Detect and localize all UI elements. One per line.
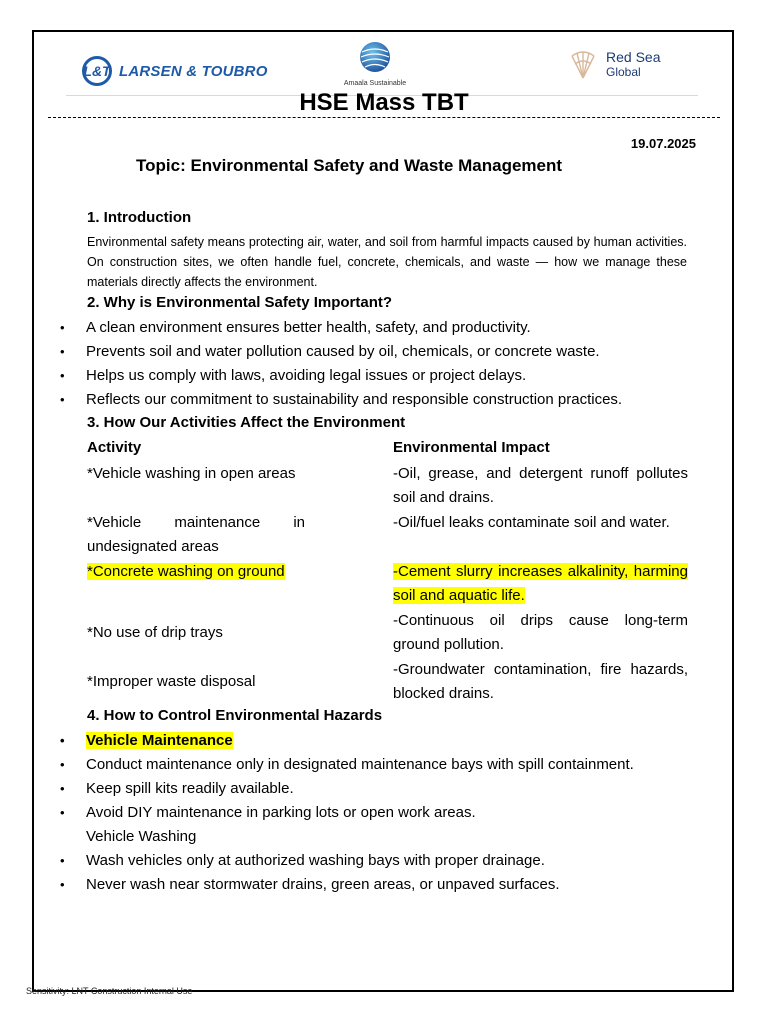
list-item: • Prevents soil and water pollution caused by oil, chemicals, or concrete waste. <box>60 340 688 364</box>
table-row <box>87 560 688 608</box>
table-cell-impact: -Oil/fuel leaks contaminate soil and water. <box>393 514 670 531</box>
subheading-vehicle-maintenance: Vehicle Maintenance <box>86 732 233 749</box>
table-cell-impact: -Oil, grease, and detergent runoff pollutes soil and drains. <box>393 465 688 506</box>
list-item: • Never wash near stormwater drains, green areas, or unpaved surfaces. <box>60 873 688 897</box>
rsg-logo-line2: Global <box>606 65 641 79</box>
table-cell-activity: *Improper waste disposal <box>87 673 256 690</box>
table-header-impact: Environmental Impact <box>393 439 550 456</box>
table-cell-activity-highlighted: *Concrete washing on ground <box>87 563 285 580</box>
list-item: • Avoid DIY maintenance in parking lots or open work areas. <box>60 801 688 825</box>
table-row <box>87 462 688 510</box>
section2-list <box>60 316 688 412</box>
globe-icon <box>358 40 392 74</box>
document-title: HSE Mass TBT <box>299 89 469 116</box>
table-cell-impact: -Continuous oil drips cause long-term ground pollution. <box>393 612 688 653</box>
section3-heading: 3. How Our Activities Affect the Environment <box>87 414 406 431</box>
amaala-logo <box>338 40 412 91</box>
lt-logo-text: LARSEN & TOUBRO <box>119 62 268 80</box>
shell-icon <box>566 48 600 82</box>
list-item: • Conduct maintenance only in designated maintenance bays with spill containment. <box>60 753 688 777</box>
table-cell-activity: *Vehicle washing in open areas <box>87 465 296 482</box>
lt-emblem-icon: L&T <box>82 56 112 86</box>
table-cell-activity: *No use of drip trays <box>87 624 223 641</box>
table-cell-activity: *Vehicle maintenance in undesignated areas <box>87 514 305 555</box>
table-row <box>87 609 688 657</box>
table-header-activity: Activity <box>87 439 142 456</box>
section4-heading: 4. How to Control Environmental Hazards <box>87 707 383 724</box>
table-cell-impact: -Groundwater contamination, fire hazards, blocked drains. <box>393 661 688 702</box>
list-item: • Keep spill kits readily available. <box>60 777 688 801</box>
section1-heading: 1. Introduction <box>87 209 192 226</box>
impact-table <box>87 436 688 706</box>
section1-text: Environmental safety means protecting air, water, and soil from harmful impacts caused by human activities. On construction sites, we often handle fuel, concrete, chemicals, and waste — how we manage these materials directly affects the environment. <box>87 235 687 289</box>
section2-heading: 2. Why is Environmental Safety Important? <box>87 294 393 311</box>
amaala-logo-text: Amaala Sustainable <box>343 80 407 87</box>
list-item: • Wash vehicles only at authorized washing bays with proper drainage. <box>60 849 688 873</box>
topic-heading: Topic: Environmental Safety and Waste Management <box>136 156 563 175</box>
list-item: • Reflects our commitment to sustainability and responsible construction practices. <box>60 388 688 412</box>
table-row <box>87 658 688 706</box>
dashed-divider <box>48 117 720 118</box>
section4-list <box>60 729 688 897</box>
subheading-vehicle-washing: Vehicle Washing <box>86 828 197 845</box>
table-row <box>87 511 688 559</box>
lt-logo <box>82 54 268 88</box>
table-cell-impact-highlighted: -Cement slurry increases alkalinity, harming soil and aquatic life. <box>393 563 688 604</box>
red-sea-global-logo <box>566 48 660 82</box>
sensitivity-footer: Sensitivity: LNT Construction Internal Use <box>26 986 193 996</box>
table-header-row <box>87 436 688 460</box>
document-date: 19.07.2025 <box>630 136 696 151</box>
list-item: • Helps us comply with laws, avoiding legal issues or project delays. <box>60 364 688 388</box>
list-item: • A clean environment ensures better health, safety, and productivity. <box>60 316 688 340</box>
rsg-logo-line1: Red Sea <box>606 49 661 65</box>
